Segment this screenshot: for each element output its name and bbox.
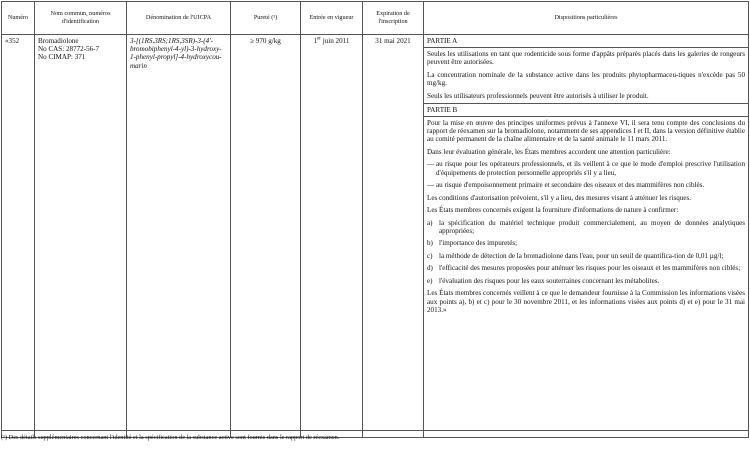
item-text: l'importance des impuretés; (439, 239, 518, 248)
cell-numero: «352 (2, 35, 35, 438)
header-purete (231, 2, 301, 35)
item-marker: b) (427, 239, 433, 248)
item-marker: d) (427, 264, 433, 273)
cell-denomination: 3-[(1RS,3RS;1RS,3SR)-3-(4′-bromobiphenyl-4-yl)-3-hydroxy-1-phenyl-propyl]-4-hydroxycou-marin (127, 35, 231, 438)
footnote: (¹) Des détails supplémentaires concernant l'identité et la spécification de la substance active sont fournis dans le rapport de réexamen. (1, 430, 748, 442)
entree-rest: juin 2011 (320, 37, 350, 45)
cell-dispositions (424, 35, 749, 438)
partie-b-paragraph-3: Les conditions d'autorisation prévoient, s'il y a lieu, des mesures visant à atténuer les risques. (427, 193, 691, 202)
list-item (427, 219, 745, 235)
item-marker: e) (427, 276, 433, 285)
item-marker: a) (427, 218, 433, 227)
partie-b-paragraph-2: Dans leur évaluation générale, les États membres accordent une attention particulière: (427, 147, 671, 156)
dash-marker: — (427, 160, 435, 169)
partie-b-paragraph-1: Pour la mise en œuvre des principes uniformes prévus à l'annexe VI, il sera tenu compte des conclusions du rapport de réexamen sur la bromadiolone, notamment de ses appendices I et II, dans la version définitive établie au comité permanent de la chaîne alimentaire et de la santé animale le 11 mars 2011. (427, 119, 745, 144)
item-text: la spécification du matériel technique produit commercialement, au moyen de données analytiques appropriées; (439, 218, 745, 235)
entree-sup: er (317, 36, 321, 42)
item-text: l'évaluation des risques pour les eaux souterraines concernant les métabolites. (439, 276, 660, 285)
cell-entree-vigueur (301, 35, 363, 438)
header-purete-label: Pureté (253, 14, 270, 22)
header-numero: Numéro (2, 2, 35, 35)
dash-marker: — (427, 181, 435, 190)
list-item (427, 239, 745, 247)
partie-a-heading: PARTIE A (424, 37, 748, 48)
partie-a-paragraph-3: Seuls les utilisateurs professionnels peuvent être autorisés à utiliser le produit. (427, 91, 649, 100)
header-row (2, 2, 749, 35)
list-item (427, 252, 745, 260)
table-row (2, 35, 749, 438)
dash-item-2: au risque d'empoisonnement primaire et secondaire des oiseaux et des mammifères non ciblés. (436, 181, 705, 190)
item-text: l'efficacité des mesures proposées pour atténuer les risques pour les oiseaux et les mammifères non ciblés; (439, 264, 741, 273)
partie-a-paragraph-1: Seules les utilisations en tant que rodenticide sous forme d'appâts préparés placés dans les galeries de rongeurs peuvent être autorisées. (427, 50, 745, 67)
nom-cas: No CAS: 28772-56-7 (38, 45, 100, 54)
header-dispositions: Dispositions particulières (424, 2, 749, 35)
header-purete-ref: (¹) (271, 14, 278, 22)
entree-day: 1 (313, 37, 318, 45)
cell-expiration: 31 mai 2021 (363, 35, 424, 438)
header-expiration: Expiration de l'inscription (363, 2, 424, 35)
partie-b-paragraph-5: Les États membres concernés veillent à ce que le demandeur fournisse à la Commission les informations visées aux points a), b) et c) pour le 30 novembre 2011, et les informations visées aux points d) et e) pour le 31 mai 2013.» (427, 289, 745, 314)
cell-purete: ≥ 970 g/kg (231, 35, 301, 438)
header-denomination: Dénomination de l'UICPA (127, 2, 231, 35)
substance-table (1, 1, 749, 438)
partie-a-paragraph-2: La concentration nominale de la substance active dans les produits phytopharmaceu-tiques n'excède pas 50 mg/kg. (427, 70, 745, 88)
nom-substance: Bromadiolone (38, 37, 79, 45)
nom-cimap: No CIMAP: 371 (38, 53, 86, 62)
partie-b-paragraph-4: Les États membres concernés exigent la fourniture d'informations de nature à confirmer: (427, 206, 679, 215)
list-item (427, 181, 745, 189)
dash-item-1: au risque pour les opérateurs professionnels, et ils veillent à ce que le mode d'emploi prescrive l'utilisation d'équipements de protection personnelle appropriés s'il y a lieu, (436, 160, 745, 177)
partie-b-heading: PARTIE B (424, 103, 748, 117)
item-text: la méthode de détection de la bromadiolone dans l'eau, pour un seuil de quantifica-tion de 0,01 µg/l; (439, 251, 724, 260)
list-item (427, 160, 745, 176)
header-entree-vigueur: Entrée en vigueur (301, 2, 363, 35)
list-item (427, 264, 745, 272)
list-item (427, 277, 745, 285)
item-marker: c) (427, 251, 433, 260)
header-nom: Nom commun, numéros d'identification (35, 2, 127, 35)
cell-nom (35, 35, 127, 438)
